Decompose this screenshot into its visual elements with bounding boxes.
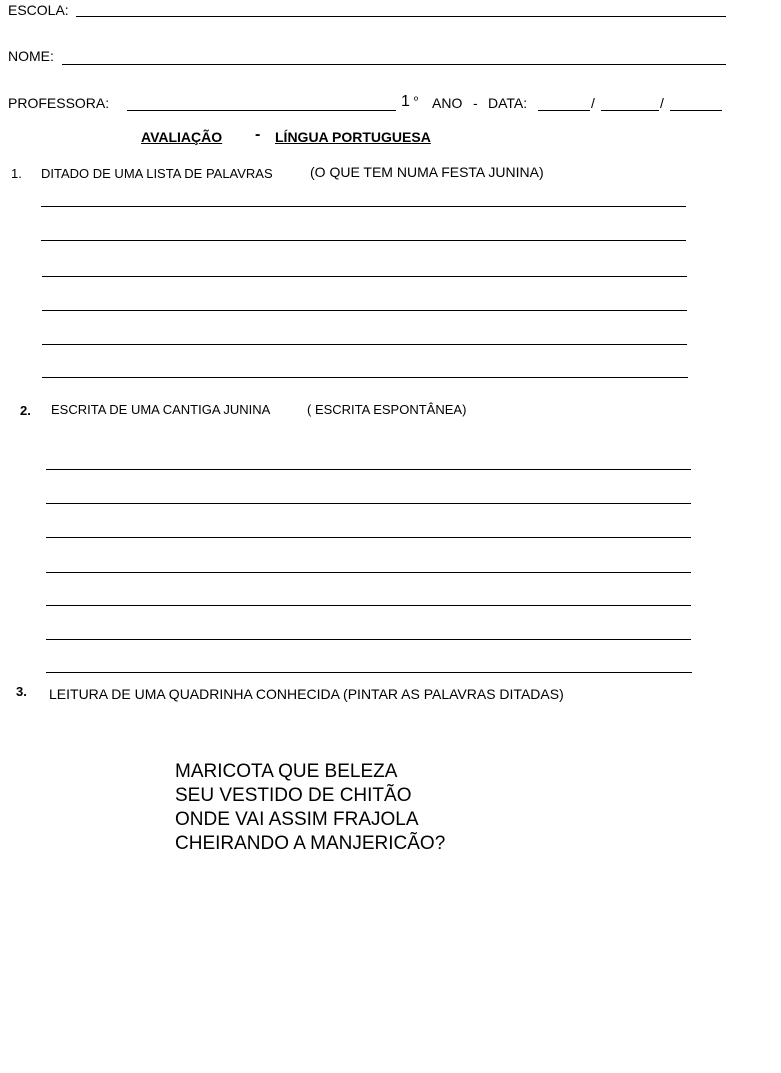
- poem-line-2: SEU VESTIDO DE CHITÃO: [175, 785, 412, 806]
- professora-label: PROFESSORA:: [8, 95, 110, 111]
- nome-label: NOME:: [8, 48, 54, 64]
- ano-label: ANO: [432, 95, 463, 111]
- answer-line-q1-3[interactable]: [42, 276, 687, 277]
- answer-line-q1-6[interactable]: [42, 377, 688, 378]
- answer-line-q2-6[interactable]: [46, 639, 691, 640]
- answer-line-q2-2[interactable]: [46, 503, 691, 504]
- answer-line-q1-5[interactable]: [42, 344, 687, 345]
- answer-line-q2-7[interactable]: [46, 672, 692, 673]
- title-lingua-portuguesa: LÍNGUA PORTUGUESA: [275, 129, 431, 145]
- answer-line-q2-3[interactable]: [46, 537, 691, 538]
- poem-line-4: CHEIRANDO A MANJERICÃO?: [175, 833, 446, 854]
- nome-field-line[interactable]: [62, 64, 726, 65]
- answer-line-q2-1[interactable]: [46, 469, 691, 470]
- ano-dash: -: [473, 95, 478, 111]
- data-label: DATA:: [488, 95, 528, 111]
- question-1-note: (O QUE TEM NUMA FESTA JUNINA): [310, 164, 544, 180]
- quadrinha-poem: [175, 760, 445, 856]
- poem-line-1: MARICOTA QUE BELEZA: [175, 761, 398, 782]
- question-2-note: ( ESCRITA ESPONTÂNEA): [307, 402, 467, 417]
- question-3-number: 3.: [16, 684, 27, 699]
- question-2-number: 2.: [20, 403, 31, 418]
- answer-line-q2-4[interactable]: [46, 572, 691, 573]
- title-separator: -: [255, 126, 261, 143]
- question-1-number: 1.: [11, 166, 22, 181]
- professora-field-line[interactable]: [127, 110, 396, 111]
- date-slash-2: /: [660, 95, 664, 111]
- answer-line-q1-4[interactable]: [42, 310, 687, 311]
- title-avaliacao: AVALIAÇÃO: [141, 129, 223, 145]
- answer-line-q1-2[interactable]: [41, 240, 686, 241]
- date-year-line[interactable]: [670, 110, 722, 111]
- question-1-text: DITADO DE UMA LISTA DE PALAVRAS: [41, 166, 273, 181]
- date-month-line[interactable]: [601, 110, 659, 111]
- date-day-line[interactable]: [538, 110, 590, 111]
- question-3-text: LEITURA DE UMA QUADRINHA CONHECIDA (PINTAR AS PALAVRAS DITADAS): [49, 686, 564, 702]
- answer-line-q2-5[interactable]: [46, 605, 691, 606]
- poem-line-3: ONDE VAI ASSIM FRAJOLA: [175, 809, 419, 830]
- ano-number: 1: [401, 93, 410, 110]
- question-2-text: ESCRITA DE UMA CANTIGA JUNINA: [51, 402, 271, 417]
- escola-label: ESCOLA:: [8, 2, 69, 18]
- answer-line-q1-1[interactable]: [41, 206, 686, 207]
- escola-field-line[interactable]: [76, 16, 726, 17]
- date-slash-1: /: [591, 95, 595, 111]
- ano-degree: º: [414, 95, 419, 107]
